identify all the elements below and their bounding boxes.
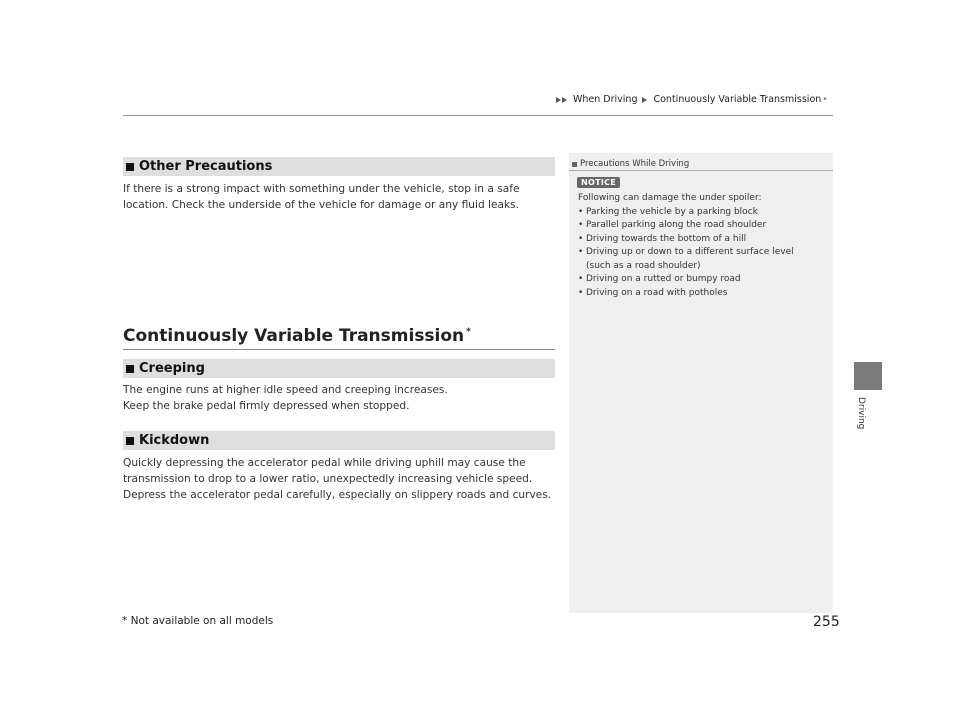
breadcrumb-cvt[interactable]: Continuously Variable Transmission xyxy=(653,94,822,105)
list-item-continuation: (such as a road shoulder) xyxy=(586,260,701,271)
square-bullet-icon xyxy=(126,163,134,171)
title-divider xyxy=(123,349,555,350)
model-availability-star: * xyxy=(466,327,471,338)
breadcrumb xyxy=(556,94,827,105)
breadcrumb-when-driving[interactable]: When Driving xyxy=(573,94,638,105)
chapter-tab-label: Driving xyxy=(856,397,866,430)
section-kickdown xyxy=(123,431,555,450)
chapter-tab[interactable] xyxy=(854,362,882,390)
other-precautions-text: If there is a strong impact with something under the vehicle, stop in a safe location. Check the underside of the vehicle for damage or any fluid leaks. xyxy=(123,183,520,211)
page-title-text: Continuously Variable Transmission xyxy=(123,326,465,346)
side-note-intro: Following can damage the under spoiler: xyxy=(578,193,762,203)
footnote: * Not available on all models xyxy=(122,615,274,627)
section-title: Other Precautions xyxy=(139,159,273,174)
side-note-title xyxy=(572,159,689,169)
creeping-text xyxy=(123,382,563,414)
list-item: • Driving on a rutted or bumpy road xyxy=(578,274,741,284)
section-title: Kickdown xyxy=(139,433,210,448)
list-item: • Parallel parking along the road shoulder xyxy=(578,220,767,230)
list-item: • Driving on a road with potholes xyxy=(578,287,728,298)
square-bullet-icon xyxy=(126,437,134,445)
section-title: Creeping xyxy=(139,361,205,376)
page-title xyxy=(123,326,555,346)
triangle-right-icon xyxy=(562,97,567,103)
side-note-title-text: Precautions While Driving xyxy=(580,159,690,169)
model-availability-star: * xyxy=(823,95,827,104)
kickdown-text: Quickly depressing the accelerator pedal while driving uphill may cause the transmission to drop to a lower ratio, unexpectedly increasing vehicle speed. Depress the accelerator pedal carefully, especially on slippery roads and curves. xyxy=(123,457,552,501)
header-divider xyxy=(123,115,833,116)
triangle-right-icon xyxy=(556,97,561,103)
creeping-line: Keep the brake pedal firmly depressed when stopped. xyxy=(123,400,410,412)
side-note-divider xyxy=(569,170,833,171)
square-bullet-icon xyxy=(126,365,134,373)
reference-marker-icon xyxy=(572,162,577,167)
list-item: • Parking the vehicle by a parking block xyxy=(578,206,758,217)
notice-badge: NOTICE xyxy=(577,177,620,188)
side-note-body xyxy=(578,192,828,300)
section-creeping xyxy=(123,359,555,378)
list-item: • Driving towards the bottom of a hill xyxy=(578,233,747,244)
page-number: 255 xyxy=(813,614,840,630)
list-item: • Driving up or down to a different surface level xyxy=(578,247,794,257)
section-other-precautions xyxy=(123,157,555,176)
creeping-line: The engine runs at higher idle speed and creeping increases. xyxy=(123,384,448,396)
triangle-right-icon xyxy=(642,97,647,103)
